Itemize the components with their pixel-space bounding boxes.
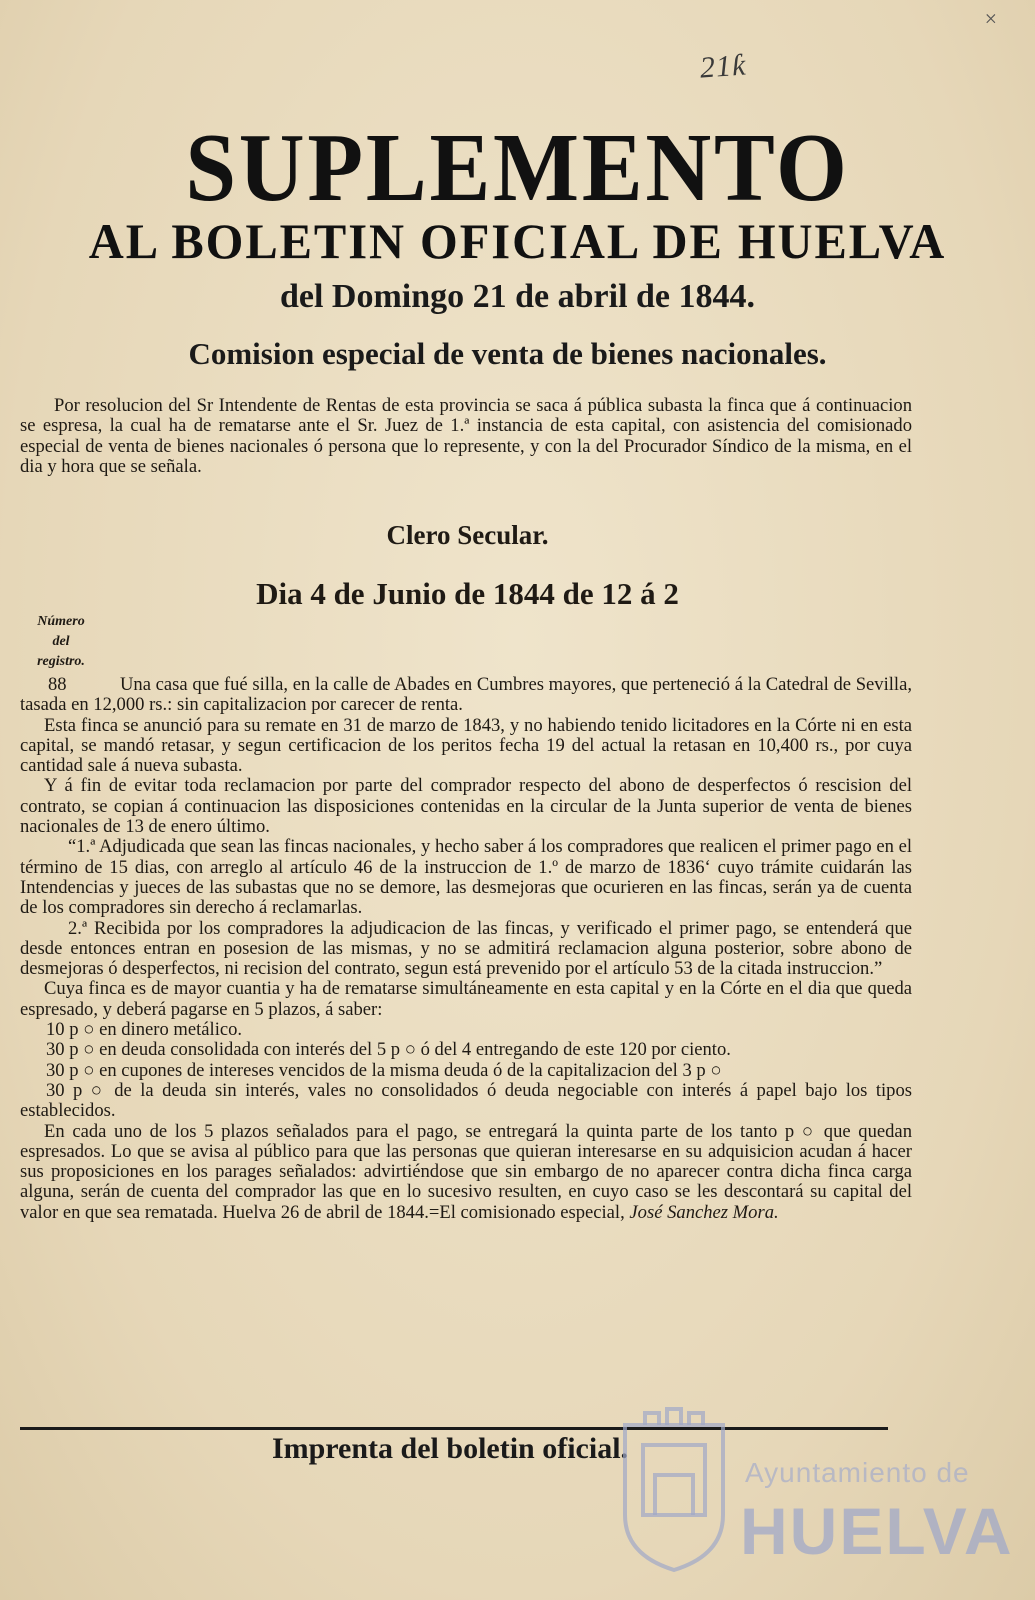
- masthead-date: del Domingo 21 de abril de 1844.: [279, 278, 756, 315]
- registry-entry: [20, 675, 912, 1223]
- entry-description: Una casa que fué silla, en la calle de Abades en Cumbres mayores, que perteneció á la Catedral de Sevilla, tasada en 12,000 rs.: sin capitalizacion por carecer de renta.: [20, 674, 912, 716]
- registro-label-line: del: [52, 634, 70, 649]
- signature: José Sanchez Mora.: [629, 1201, 779, 1223]
- masthead-subtitle: AL BOLETIN OFICIAL DE HUELVA: [88, 213, 947, 269]
- commission-heading: Comision especial de venta de bienes nacionales.: [188, 336, 827, 371]
- intro-paragraph: Por resolucion del Sr Intendente de Rentas de esta provincia se saca á pública subasta la finca que á continuacion se espresa, la cual ha de rematarse ante el Sr. Juez de 1.ª instancia de esta capital, con asistencia del comisionado especial de venta de bienes nacionales ó persona que lo represente, y con la del Procurador Síndico de la misma, en el dia y hora que se señala.: [20, 395, 912, 477]
- watermark-line2: HUELVA: [740, 1494, 1014, 1568]
- masthead-title: SUPLEMENTO: [185, 114, 850, 222]
- plazo-line: 10 p ○ en dinero metálico.: [46, 1019, 243, 1041]
- plazo-line: 30 p ○ en deuda consolidada con interés del 5 p ○ ó del 4 entregando de este 120 por ciento.: [46, 1039, 731, 1061]
- clause-1-text: Adjudicada que sean las fincas nacionales, y hecho saber á los compradores que realicen el primer pago en el término de 15 dias, con arreglo al artículo 46 de la instruccion de 1.º de marzo de 1836‘ cuyo trámite cuidarán las Intendencias y jueces de las subastas que no se demore, las desmejoras que ocurieren en las fincas, serán ya de cuenta de los compradores sin derecho á reclamarlas.: [20, 836, 912, 919]
- handwritten-archive-number: 21ƙ: [698, 48, 748, 85]
- entry-avoid-claims: Y á fin de evitar toda reclamacion por parte del comprador respecto del abono de desperfectos ó rescision del contrato, se copian á continuacion las disposiciones contenidas en la circular de la Junta superior de venta de bienes nacionales de 13 de enero último.: [20, 775, 912, 838]
- entry-description-paragraph: [20, 675, 912, 716]
- registro-label-line: Número: [37, 614, 85, 629]
- clause-1-number: “1.ª: [68, 836, 96, 858]
- registro-label-line: registro.: [37, 654, 85, 669]
- ayuntamiento-watermark: [615, 1405, 1015, 1575]
- plazo-line: 30 p ○ en cupones de intereses vencidos de la misma deuda ó de la capitalizacion del 3 p ○: [46, 1059, 722, 1081]
- printer-imprint: Imprenta del boletin oficial.: [271, 1432, 629, 1465]
- registro-label: [22, 612, 100, 672]
- closing-text: En cada uno de los 5 plazos señalados para el pago, se entregará la quinta parte de los tanto p ○ que quedan espresados. Lo que se avisa al público para que las personas que quieran interesarse en su adquisicion acudan á hacer sus proposiciones en los parages señalados: advirtiéndose que sin embargo de no aparecer contra dicha finca carga alguna, serán de cuenta del comprador las que en lo sucesivo resulten, en cuyo caso se les descontará su capital del valor en que sea rematada. Huelva 26 de abril de 1844.=El comisionado especial,: [20, 1120, 912, 1223]
- clause-1: [20, 837, 912, 918]
- corner-mark: ×: [984, 6, 997, 31]
- entry-history: Esta finca se anunció para su remate en 31 de marzo de 1843, y no habiendo tenido licitadores en la Córte ni en esta capital, se mandó retasar, y segun certificacion de los peritos fecha 19 del actual la retasan en 10,400 rs., por cuya cantidad sale á nueva subasta.: [20, 714, 912, 777]
- coat-of-arms-icon: [615, 1405, 733, 1575]
- plazo-line: 30 p ○ de la deuda sin interés, vales no consolidados ó deuda negociable con interés á papel bajo los tipos establecidos.: [20, 1079, 912, 1122]
- payment-intro: Cuya finca es de mayor cuantia y ha de rematarse simultáneamente en esta capital y en la Córte en el dia que queda espresado, y deberá pagarse en 5 plazos, á saber:: [20, 978, 912, 1020]
- registry-number: 88: [48, 674, 67, 695]
- auction-date-heading: Dia 4 de Junio de 1844 de 12 á 2: [256, 576, 679, 611]
- clause-2-number: 2.ª: [68, 917, 88, 939]
- clause-2-text: Recibida por los compradores la adjudicacion de las fincas, y verificado el primer pago, se entenderá que desde entonces entran en posesion de las mismas, y no se admitirá reclamacion alguna posterior, sobre abono de desmejoras ó desperfectos, ni recision del contrato, segun está prevenido por el artículo 53 de la citada instruccion.”: [20, 917, 912, 980]
- watermark-line1: Ayuntamiento de: [745, 1457, 970, 1488]
- clause-2: [20, 919, 912, 980]
- closing-paragraph: [20, 1122, 912, 1223]
- section-heading-clero: Clero Secular.: [386, 520, 549, 550]
